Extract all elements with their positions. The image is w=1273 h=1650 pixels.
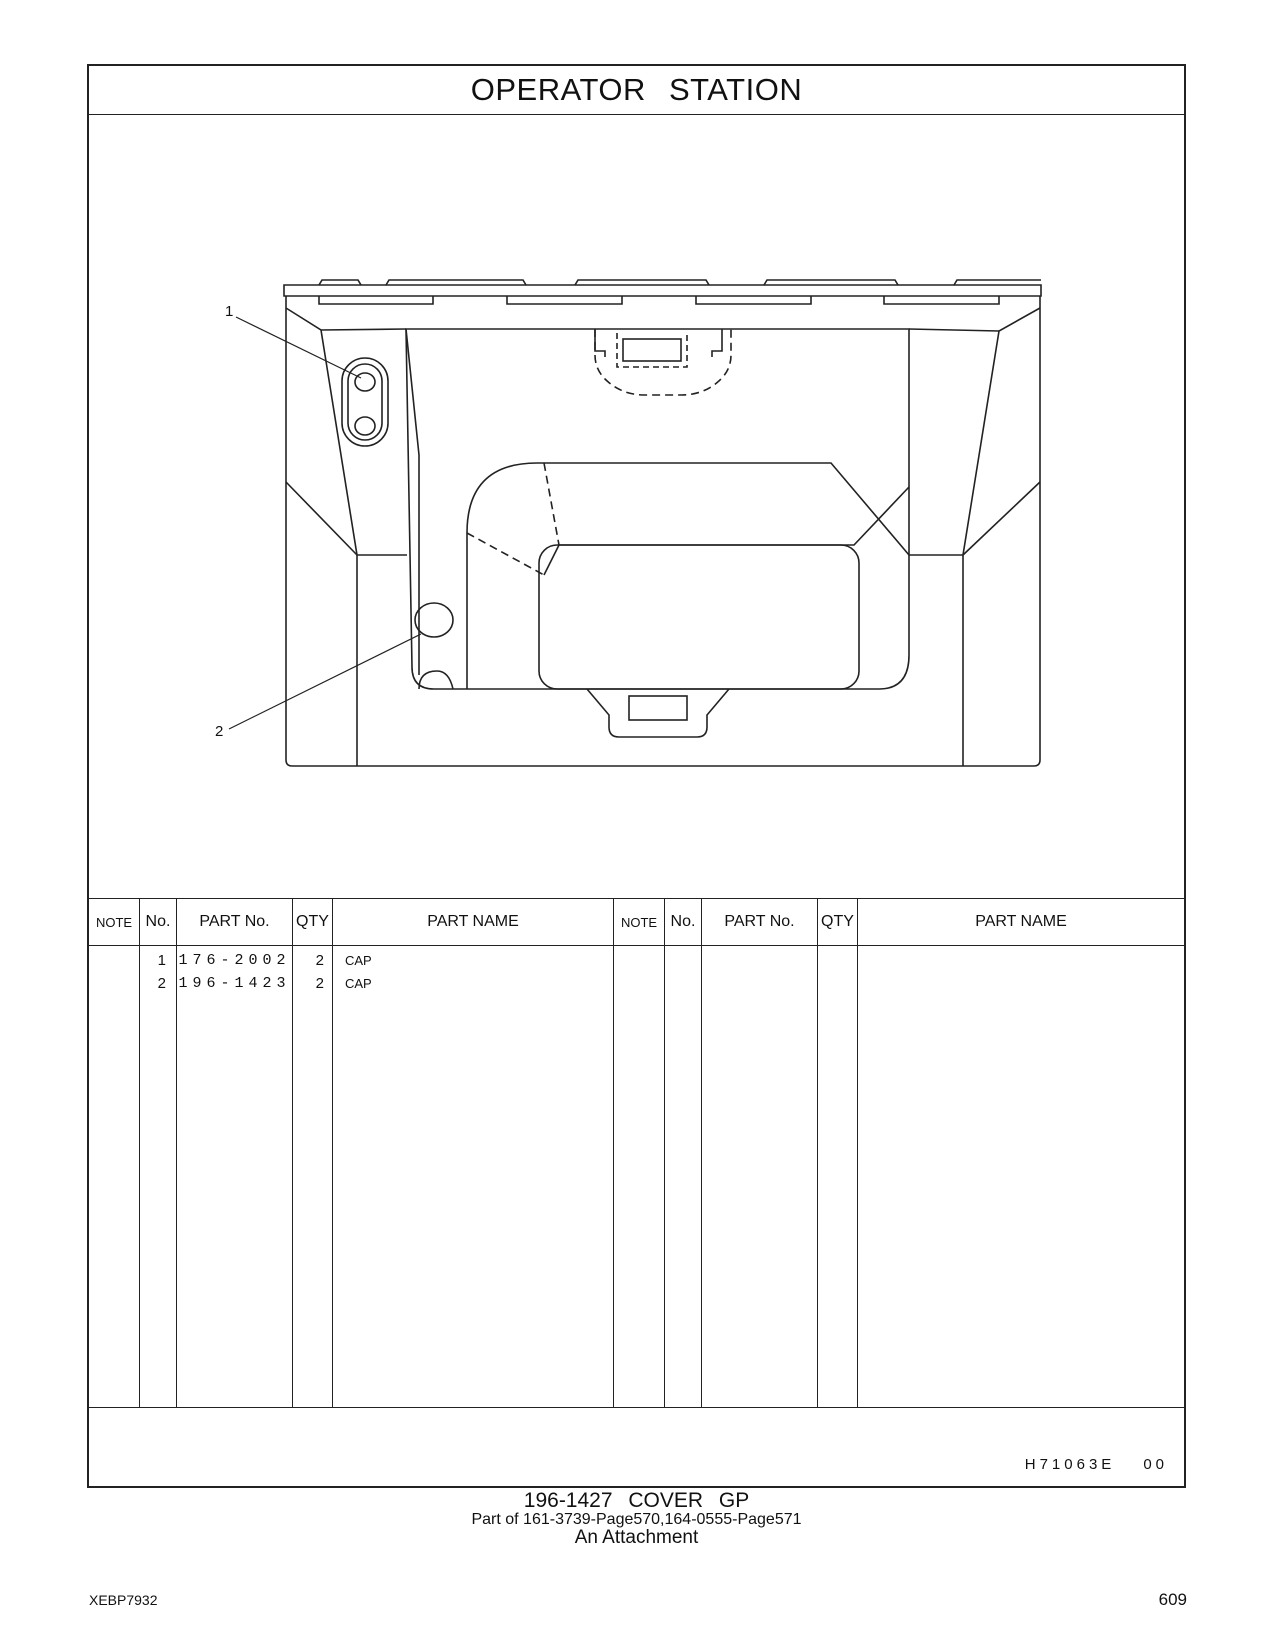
- parts-illustration: [89, 115, 1184, 901]
- qty-header-right: QTY: [818, 899, 857, 946]
- document-id: XEBP7932: [89, 1592, 158, 1608]
- callout-1: 1: [225, 303, 234, 320]
- row-2-no: 2: [157, 975, 166, 992]
- no-header-right: No.: [665, 899, 701, 946]
- section-title-bar: [89, 66, 1184, 115]
- qty-column: [293, 899, 333, 1407]
- drawing-code: [1025, 1456, 1168, 1473]
- partno-column: [177, 899, 293, 1407]
- row-1-partname: CAP: [345, 953, 372, 968]
- group-reference: Part of 161-3739-Page570,164-0555-Page571: [471, 1511, 802, 1528]
- note-column-right: [614, 899, 665, 1407]
- row-1-qty: 2: [315, 952, 324, 969]
- no-header: No.: [140, 899, 176, 946]
- cover-drawing: [89, 115, 1184, 901]
- group-caption: [0, 1490, 1273, 1547]
- qty-column-right: [818, 899, 858, 1407]
- row-2-qty: 2: [315, 975, 324, 992]
- page-number: 609: [1158, 1590, 1187, 1609]
- note-header: NOTE: [89, 899, 139, 946]
- row-1-no: 1: [157, 952, 166, 969]
- note-header-right: NOTE: [614, 899, 664, 946]
- group-title: 196-1427 COVER GP: [523, 1489, 750, 1512]
- partno-header: PART No.: [177, 899, 292, 946]
- row-2-partno: 196-1423: [178, 975, 291, 992]
- qty-header: QTY: [293, 899, 332, 946]
- group-type: An Attachment: [574, 1527, 699, 1548]
- partno-column-right: [702, 899, 818, 1407]
- partname-header: PART NAME: [333, 899, 613, 946]
- parts-list-table: [89, 898, 1184, 1408]
- partname-column-right: [858, 899, 1184, 1407]
- partno-header-right: PART No.: [702, 899, 817, 946]
- drawing-revision: 00: [1143, 1456, 1168, 1473]
- page-frame: [87, 64, 1186, 1488]
- section-title: OPERATOR STATION: [470, 72, 803, 107]
- partname-header-right: PART NAME: [858, 899, 1184, 946]
- row-2-partname: CAP: [345, 976, 372, 991]
- partname-column: [333, 899, 614, 1407]
- drawing-number: H71063E: [1024, 1456, 1116, 1473]
- note-column: [89, 899, 140, 1407]
- callout-2: 2: [215, 723, 224, 740]
- no-column-right: [665, 899, 702, 1407]
- no-column: [140, 899, 177, 1407]
- row-1-partno: 176-2002: [178, 952, 291, 969]
